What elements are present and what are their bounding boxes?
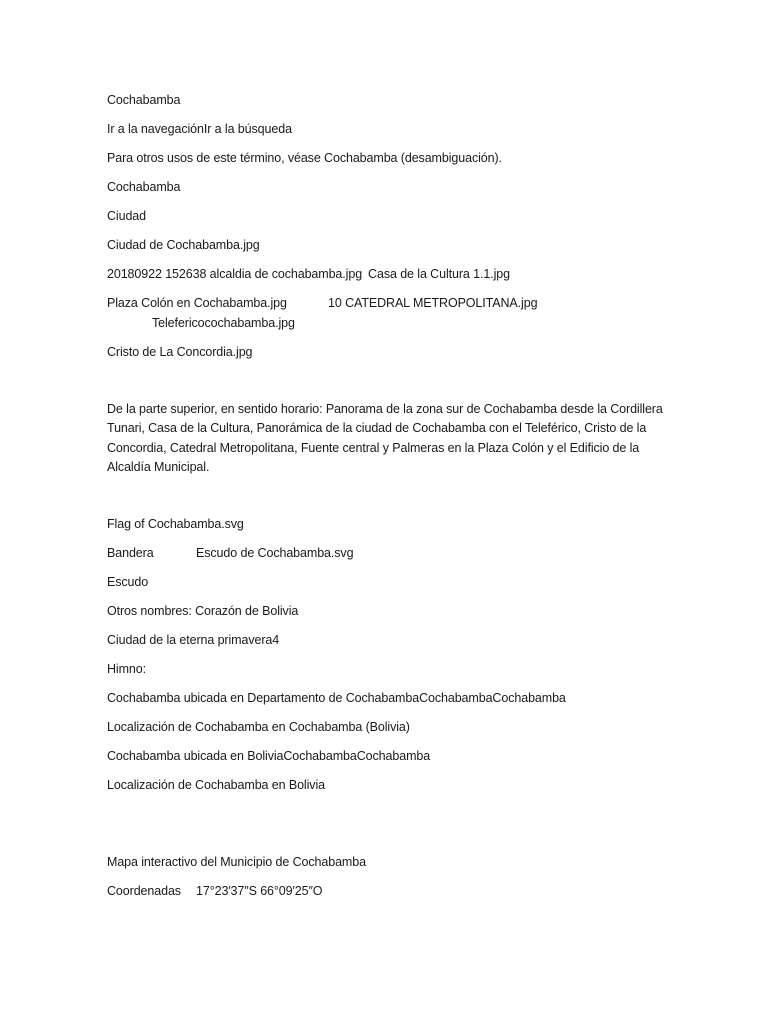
text-line-name: Cochabamba — [107, 180, 181, 194]
image-row-3 — [107, 314, 667, 334]
escudo-filename: Escudo de Cochabamba.svg — [196, 546, 354, 560]
image-filename-casa-cultura: Casa de la Cultura 1.1.jpg — [368, 267, 510, 281]
image-filename-cristo: Cristo de La Concordia.jpg — [107, 344, 253, 359]
bandera-label: Bandera — [107, 546, 154, 560]
image-filename-catedral: 10 CATEDRAL METROPOLITANA.jpg — [328, 296, 538, 310]
image-row-1 — [107, 265, 667, 285]
image-filename-main: Ciudad de Cochabamba.jpg — [107, 238, 260, 252]
flag-filename: Flag of Cochabamba.svg — [107, 517, 244, 531]
location-map-department: Cochabamba ubicada en Departamento de CochabambaCochabambaCochabamba — [107, 691, 566, 705]
document-page — [107, 91, 667, 911]
image-filename-teleferico: Telefericocochabamba.jpg — [152, 315, 295, 330]
other-names: Otros nombres: Corazón de Bolivia — [107, 604, 299, 618]
image-filename-plaza-colon: Plaza Colón en Cochabamba.jpg — [107, 296, 287, 310]
coordinates-label: Coordenadas — [107, 884, 181, 898]
coordinates-row — [107, 882, 667, 902]
anthem-label: Himno: — [107, 662, 146, 676]
coordinates-value[interactable]: 17°23′37″S 66°09′25″O — [196, 884, 323, 898]
escudo-label: Escudo — [107, 575, 149, 589]
image-row-2 — [107, 294, 667, 314]
text-line-type: Ciudad — [107, 209, 147, 223]
image-caption: De la parte superior, en sentido horario: Panorama de la zona sur de Cochabamba desde la Cordillera Tunari, Casa de la Cultura, Panorámica de la ciudad de Cochabamba con el Teleférico, Cristo de la Concordia, Catedral Metropolitana, Fuente central y Palmeras en la Plaza Colón y el Edificio de la Alcaldía Municipal. — [107, 401, 663, 474]
text-line-title: Cochabamba — [107, 93, 181, 107]
location-map-bolivia: Cochabamba ubicada en BoliviaCochabambaCochabamba — [107, 749, 431, 763]
location-caption-bolivia: Localización de Cochabamba en Bolivia — [107, 778, 325, 792]
bandera-row — [107, 544, 667, 564]
image-filename-alcaldia: 20180922 152638 alcaldia de cochabamba.jpg — [107, 267, 363, 281]
skip-links[interactable]: Ir a la navegaciónIr a la búsqueda — [107, 122, 292, 136]
location-caption-department: Localización de Cochabamba en Cochabamba (Bolivia) — [107, 720, 410, 734]
nickname: Ciudad de la eterna primavera4 — [107, 633, 280, 647]
disambiguation-note: Para otros usos de este término, véase Cochabamba (desambiguación). — [107, 151, 502, 165]
interactive-map-link[interactable]: Mapa interactivo del Municipio de Cochabamba — [107, 855, 366, 869]
